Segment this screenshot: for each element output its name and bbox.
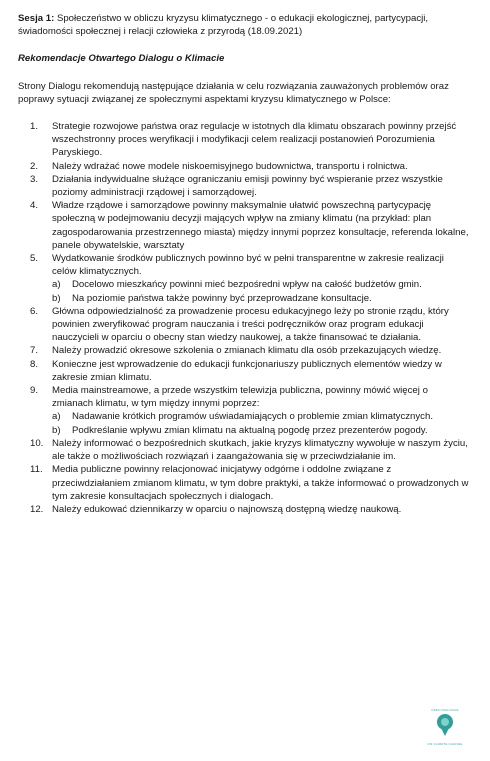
sub-item <box>52 410 470 423</box>
recommendation-item <box>18 160 470 173</box>
recommendation-item <box>18 463 470 503</box>
recommendation-item <box>18 120 470 160</box>
recommendation-item <box>18 344 470 357</box>
item-text: Należy edukować dziennikarzy w oparciu o najnowszą dostępną wiedzę naukową. <box>52 503 402 515</box>
sub-item-text: Na poziomie państwa także powinny być przeprowadzane konsultacje. <box>72 292 372 304</box>
item-number: 5. <box>30 253 39 265</box>
logo-top-text: OPEN DIALOGUE <box>431 708 459 712</box>
sub-item-text: Podkreślanie wpływu zmian klimatu na aktualną pogodę przez prezenterów pogody. <box>72 424 428 436</box>
sub-item-letter: b) <box>52 292 61 304</box>
item-text: Główna odpowiedzialność za prowadzenie procesu edukacyjnego leży po stronie rządu, który powinien zweryfikować program nauczania i treści podręczników oraz program edukacji nauczycieli w oparciu o obecny stan wiedzy naukowej, a także finansować te działania. <box>52 305 449 344</box>
item-text: Media publiczne powinny relacjonować inicjatywy odgórne i oddolne związane z przeciwdziałaniem zmianom klimatu, w tym dobre praktyki, a także informować o prowadzonych w tym zakresie konsultacjach społecznych i dialogach. <box>52 464 469 502</box>
item-number: 9. <box>30 385 39 397</box>
item-text: Działania indywidualne służące ograniczaniu emisji powinny być wspieranie przez wszystkie poziomy administracji rządowej i samorządowej. <box>52 173 443 199</box>
session-line <box>18 12 470 38</box>
item-text: Media mainstreamowe, a przede wszystkim telewizja publiczna, powinny mówić więcej o zmianach klimatu, w tym między innymi poprzez: <box>52 385 428 410</box>
sub-list <box>18 410 470 436</box>
recommendation-item <box>18 437 470 463</box>
sub-item-letter: b) <box>52 424 61 436</box>
item-number: 11. <box>30 464 43 476</box>
item-text: Należy prowadzić okresowe szkolenia o zmianach klimatu dla osób przekazujących wiedzę. <box>52 345 442 357</box>
item-text: Władze rządowe i samorządowe powinny maksymalnie ułatwić powszechną partycypację społeczną w podejmowaniu decyzji mających wpływ na zmiany klimatu (na przykład: plan zagospodarowania przestrzennego miasta) między innymi poprzez konsultacje, referenda lokalne, panele obywatelskie, warsztaty <box>52 200 469 251</box>
item-number: 8. <box>30 358 39 370</box>
item-number: 3. <box>30 173 39 185</box>
logo-bottom-text: ON CLIMATE CHANGE <box>427 742 463 747</box>
item-number: 12. <box>30 503 44 515</box>
item-number: 2. <box>30 160 39 172</box>
recommendation-item <box>18 199 470 252</box>
session-label: Sesja 1: <box>18 13 55 24</box>
dialogue-logo <box>420 708 470 754</box>
recommendation-item <box>18 384 470 410</box>
sub-item-text: Nadawanie krótkich programów uświadamiających o problemie zmian klimatycznych. <box>72 411 433 423</box>
item-number: 10. <box>30 437 44 449</box>
intro-paragraph: Strony Dialogu rekomendują następujące działania w celu rozwiązania zauważonych problemów oraz poprawy sytuacji związanej ze społecznymi aspektami kryzysu klimatycznego w Polsce: <box>18 80 449 105</box>
sub-item <box>52 424 470 437</box>
sub-item-text: Docelowo mieszkańcy powinni mieć bezpośredni wpływ na całość budżetów gmin. <box>72 279 422 291</box>
item-text: Należy informować o bezpośrednich skutkach, jakie kryzys klimatyczny wywołuje w naszym życiu, ale także o możliwościach rozwiązań i zaangażowania się w przeciwdziałanie im. <box>52 437 468 463</box>
recommendations-heading: Rekomendacje Otwartego Dialogu o Klimacie <box>18 53 225 65</box>
sub-item <box>52 278 470 291</box>
logo-drop-icon <box>434 712 456 738</box>
recommendation-item <box>18 173 470 199</box>
recommendation-item <box>18 305 470 345</box>
item-text: Konieczne jest wprowadzenie do edukacji funkcjonariuszy publicznych elementów wiedzy w zakresie zmian klimatu. <box>52 358 442 383</box>
recommendation-item <box>18 252 470 278</box>
recommendations-list <box>18 120 470 516</box>
item-number: 7. <box>30 345 39 357</box>
item-text: Wydatkowanie środków publicznych powinno być w pełni transparentne w zakresie realizacji celów klimatycznych. <box>52 253 444 278</box>
item-number: 6. <box>30 305 39 317</box>
item-number: 4. <box>30 200 39 212</box>
recommendation-item <box>18 358 470 384</box>
item-text: Należy wdrażać nowe modele niskoemisyjnego budownictwa, transportu i rolnictwa. <box>52 160 408 172</box>
sub-item-letter: a) <box>52 279 61 291</box>
recommendation-item <box>18 503 470 516</box>
item-text: Strategie rozwojowe państwa oraz regulacje w istotnych dla klimatu obszarach powinny przejść wszechstronny proces weryfikacji i modyfikacji celem realizacji postanowień Porozumienia Paryskiego. <box>52 121 457 159</box>
sub-item-letter: a) <box>52 411 61 423</box>
session-title: Społeczeństwo w obliczu kryzysu klimatycznego - o edukacji ekologicznej, partycypacji, świadomości społecznej i relacji człowieka z przyrodą (18.09.2021) <box>18 13 429 38</box>
item-number: 1. <box>30 121 39 133</box>
sub-list <box>18 278 470 304</box>
sub-item <box>52 292 470 305</box>
